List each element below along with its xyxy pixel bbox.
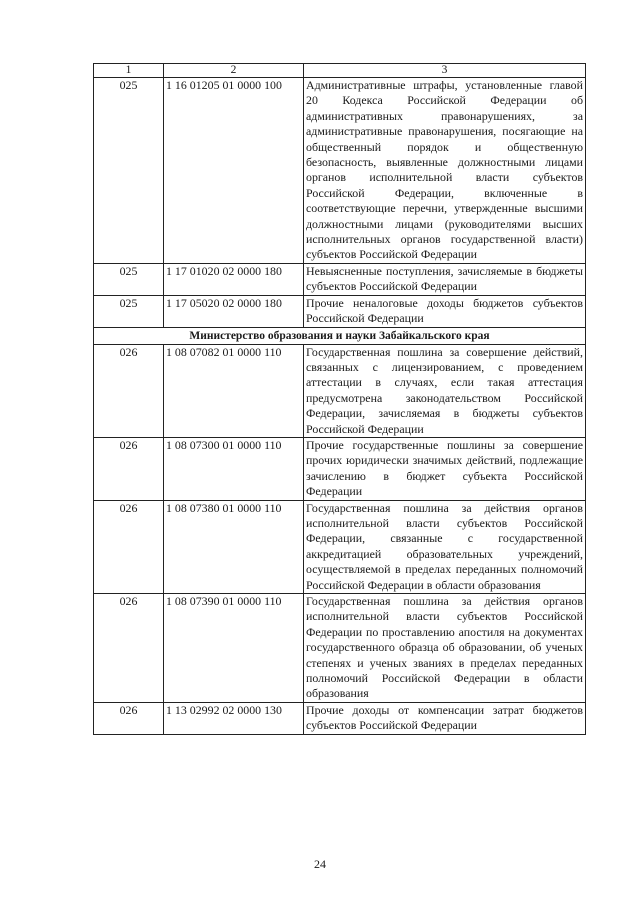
revenue-name-cell: Прочие государственные пошлины за совершение прочих юридически значимых действий, подлежащие зачислению в бюджет субъекта Российской Федерации (304, 437, 586, 500)
table-row (94, 78, 586, 264)
section-title: Министерство образования и науки Забайкальского края (94, 327, 586, 344)
table-header-row (94, 64, 586, 78)
section-header-row (94, 327, 586, 344)
table-row (94, 702, 586, 734)
table-row (94, 437, 586, 500)
revenue-name-cell: Государственная пошлина за действия органов исполнительной власти субъектов Российской Федерации по проставлению апостиля на документах государственного образца об образовании, об ученых степенях и ученых званиях в пределах переданных полномочий Российской Федерации в области образования (304, 594, 586, 703)
revenue-code-cell: 1 16 01205 01 0000 100 (164, 78, 304, 264)
revenue-code-cell: 1 08 07380 01 0000 110 (164, 500, 304, 593)
revenue-code-cell: 1 17 01020 02 0000 180 (164, 263, 304, 295)
table-row (94, 500, 586, 593)
table-row (94, 295, 586, 327)
revenue-name-cell: Административные штрафы, установленные главой 20 Кодекса Российской Федерации об административных правонарушениях, за административные правонарушения, посягающие на общественный порядок и общественную безопасность, выявленные должностными лицами органов исполнительной власти субъектов Российской Федерации, включенные в соответствующие перечни, утвержденные высшими должностными лицами (руководителями высших исполнительных органов государственной власти) субъектов Российской Федерации (304, 78, 586, 264)
revenue-name-cell: Невыясненные поступления, зачисляемые в бюджеты субъектов Российской Федерации (304, 263, 586, 295)
admin-code-cell: 026 (94, 500, 164, 593)
table-row (94, 263, 586, 295)
revenue-name-cell: Государственная пошлина за действия органов исполнительной власти субъектов Российской Федерации, связанные с государственной аккредитацией образовательных учреждений, осуществляемой в пределах переданных полномочий Российской Федерации в области образования (304, 500, 586, 593)
column-header-1: 1 (94, 64, 164, 78)
revenue-code-cell: 1 08 07082 01 0000 110 (164, 344, 304, 437)
admin-code-cell: 026 (94, 437, 164, 500)
admin-code-cell: 026 (94, 344, 164, 437)
revenue-table-body (94, 64, 586, 735)
revenue-name-cell: Государственная пошлина за совершение действий, связанных с лицензированием, с проведением аттестации в случаях, если такая аттестация предусмотрена законодательством Российской Федерации, зачисляемая в бюджеты субъектов Российской Федерации (304, 344, 586, 437)
column-header-2: 2 (164, 64, 304, 78)
table-row (94, 594, 586, 703)
revenue-name-cell: Прочие неналоговые доходы бюджетов субъектов Российской Федерации (304, 295, 586, 327)
admin-code-cell: 026 (94, 702, 164, 734)
page-number: 24 (314, 857, 326, 871)
revenue-code-cell: 1 17 05020 02 0000 180 (164, 295, 304, 327)
revenue-code-cell: 1 08 07390 01 0000 110 (164, 594, 304, 703)
admin-code-cell: 026 (94, 594, 164, 703)
column-header-3: 3 (304, 64, 586, 78)
admin-code-cell: 025 (94, 78, 164, 264)
admin-code-cell: 025 (94, 295, 164, 327)
revenue-table (93, 63, 586, 735)
table-row (94, 344, 586, 437)
admin-code-cell: 025 (94, 263, 164, 295)
revenue-name-cell: Прочие доходы от компенсации затрат бюджетов субъектов Российской Федерации (304, 702, 586, 734)
revenue-code-cell: 1 13 02992 02 0000 130 (164, 702, 304, 734)
revenue-code-cell: 1 08 07300 01 0000 110 (164, 437, 304, 500)
